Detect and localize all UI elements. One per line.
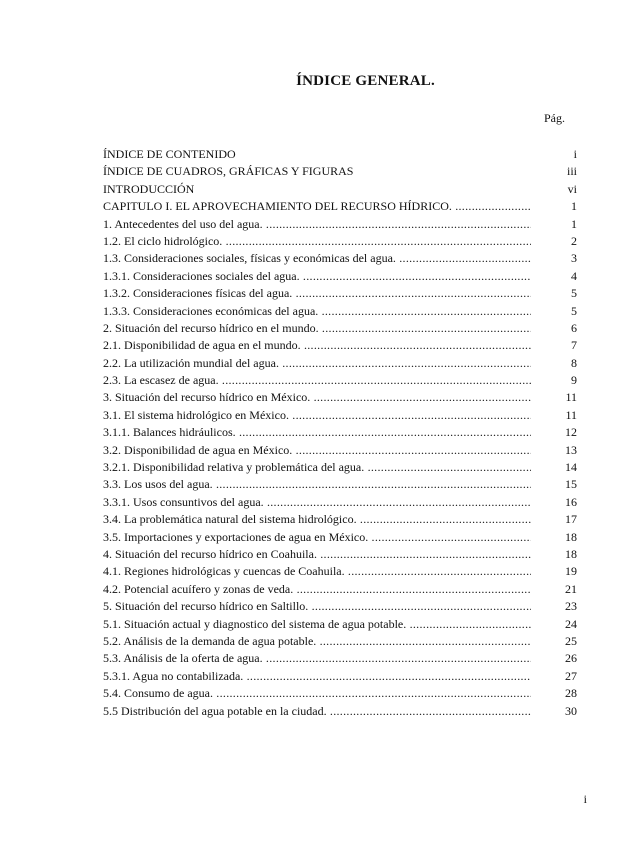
toc-entry-label-container <box>103 442 531 459</box>
toc-entry-label-container <box>103 320 531 337</box>
page-column-label: Pág. <box>544 111 565 125</box>
toc-entry-label: 1.3. Consideraciones sociales, físicas y económicas del agua. ..... <box>103 251 531 265</box>
toc-entry-label-container <box>103 303 531 320</box>
toc-entry-label: 5.5 Distribución del agua potable en la ciudad. ..... <box>103 704 531 718</box>
toc-entry-label-container <box>103 389 531 406</box>
toc-entry <box>103 181 577 198</box>
toc-entry-label-container <box>103 372 531 389</box>
toc-entry-label: 4.1. Regiones hidrológicas y cuencas de Coahuila. ..... <box>103 564 531 578</box>
toc-entry-label: 3.5. Importaciones y exportaciones de agua en México. ..... <box>103 530 531 544</box>
toc-entry-page: 27 <box>565 668 577 683</box>
toc-entry-label-container <box>103 703 531 720</box>
toc-entry-label-container <box>103 181 531 198</box>
toc-entry-label-container <box>103 598 531 615</box>
toc-entry-label: 3.2.1. Disponibilidad relativa y problemática del agua. ..... <box>103 460 531 474</box>
toc-entry <box>103 389 577 406</box>
toc-entry-label-container <box>103 424 531 441</box>
toc-entry <box>103 198 577 215</box>
toc-entry-label: 3.1.1. Balances hidráulicos. ..... <box>103 425 531 439</box>
toc-entry-page: 5 <box>571 286 577 301</box>
toc-entry-label: CAPITULO I. EL APROVECHAMIENTO DEL RECURSO HÍDRICO. ..... <box>103 199 531 213</box>
toc-entry <box>103 424 577 441</box>
toc-entry-page: 26 <box>565 651 577 666</box>
toc-entry-label-container <box>103 337 531 354</box>
toc-entry <box>103 494 577 511</box>
toc-entry-label: 2. Situación del recurso hídrico en el mundo. ..... <box>103 321 531 335</box>
document-title: ÍNDICE GENERAL. <box>296 73 435 89</box>
toc-entry <box>103 250 577 267</box>
table-of-contents <box>103 146 577 720</box>
toc-entry-label: 1.3.2. Consideraciones físicas del agua. ..... <box>103 286 531 300</box>
toc-entry <box>103 355 577 372</box>
toc-entry <box>103 563 577 580</box>
toc-entry-label: 4. Situación del recurso hídrico en Coahuila. ..... <box>103 547 531 561</box>
toc-entry-label-container <box>103 268 531 285</box>
toc-entry-page: 28 <box>565 686 577 701</box>
toc-entry-label: 5.3.1. Agua no contabilizada. ..... <box>103 669 531 683</box>
toc-entry-label: 1.2. El ciclo hidrológico. ..... <box>103 234 531 248</box>
toc-entry-page: 9 <box>571 373 577 388</box>
toc-entry-label: 2.3. La escasez de agua. ..... <box>103 373 531 387</box>
toc-entry-page: 21 <box>565 581 577 596</box>
toc-entry-page: 8 <box>571 355 577 370</box>
toc-entry-label-container <box>103 529 531 546</box>
toc-entry-page: 17 <box>565 512 577 527</box>
toc-entry-label-container <box>103 407 531 424</box>
toc-entry-page: 30 <box>565 703 577 718</box>
toc-entry <box>103 476 577 493</box>
toc-entry-label-container <box>103 494 531 511</box>
toc-entry-page: 6 <box>571 320 577 335</box>
toc-entry <box>103 320 577 337</box>
footer-page-number: i <box>583 792 587 806</box>
toc-entry-page: 13 <box>565 442 577 457</box>
toc-entry <box>103 163 577 180</box>
toc-entry-label-container <box>103 616 531 633</box>
toc-entry-page: 4 <box>571 268 577 283</box>
toc-entry-page: 11 <box>565 390 577 405</box>
toc-entry-label: INTRODUCCIÓN <box>103 181 195 196</box>
toc-entry-page: 16 <box>565 494 577 509</box>
toc-entry-label-container <box>103 581 531 598</box>
toc-entry-label-container <box>103 146 531 163</box>
toc-entry <box>103 703 577 720</box>
toc-entry-page: vi <box>567 181 577 196</box>
toc-entry-page: 23 <box>565 599 577 614</box>
toc-entry-label-container <box>103 285 531 302</box>
toc-entry-label-container <box>103 163 531 180</box>
toc-entry <box>103 303 577 320</box>
toc-entry-label-container <box>103 563 531 580</box>
toc-entry-label-container <box>103 511 531 528</box>
toc-entry-page: 5 <box>571 303 577 318</box>
toc-entry <box>103 372 577 389</box>
toc-entry-label: 3.3. Los usos del agua. ..... <box>103 477 531 491</box>
toc-entry <box>103 233 577 250</box>
toc-entry <box>103 598 577 615</box>
toc-entry-page: iii <box>566 164 577 179</box>
toc-entry <box>103 650 577 667</box>
toc-entry-label: 2.2. La utilización mundial del agua. ..... <box>103 356 531 370</box>
toc-entry-page: 25 <box>565 633 577 648</box>
toc-entry-label: 3. Situación del recurso hídrico en México. ..... <box>103 390 531 404</box>
toc-entry-label: 5.4. Consumo de agua. ..... <box>103 686 531 700</box>
toc-entry-label: 3.4. La problemática natural del sistema hidrológico. ..... <box>103 512 531 526</box>
toc-entry-label-container <box>103 685 531 702</box>
toc-entry-page: 18 <box>565 546 577 561</box>
toc-entry-page: 15 <box>565 477 577 492</box>
toc-entry <box>103 407 577 424</box>
toc-entry <box>103 511 577 528</box>
toc-entry <box>103 216 577 233</box>
toc-entry <box>103 546 577 563</box>
toc-entry-label-container <box>103 650 531 667</box>
toc-entry <box>103 459 577 476</box>
toc-entry-label-container <box>103 250 531 267</box>
toc-entry-page: 3 <box>571 251 577 266</box>
toc-entry-label: 3.1. El sistema hidrológico en México. ..... <box>103 408 531 422</box>
toc-entry-label: ÍNDICE DE CONTENIDO <box>103 147 236 161</box>
toc-entry-label-container <box>103 633 531 650</box>
toc-entry <box>103 633 577 650</box>
toc-entry-page: 14 <box>565 460 577 475</box>
toc-entry-label: 1.3.1. Consideraciones sociales del agua. ..... <box>103 269 531 283</box>
toc-entry-page: 18 <box>565 529 577 544</box>
toc-entry-label: 1.3.3. Consideraciones económicas del agua. ..... <box>103 304 531 318</box>
toc-entry <box>103 268 577 285</box>
toc-entry-label-container <box>103 476 531 493</box>
toc-entry-page: 11 <box>565 407 577 422</box>
toc-entry-page: i <box>573 147 577 161</box>
toc-entry-label: 5.1. Situación actual y diagnostico del sistema de agua potable. ..... <box>103 617 531 631</box>
toc-entry-label-container <box>103 546 531 563</box>
toc-entry <box>103 685 577 702</box>
toc-entry-page: 24 <box>565 616 577 631</box>
toc-entry-page: 1 <box>571 199 577 214</box>
toc-entry-label: 2.1. Disponibilidad de agua en el mundo. ..... <box>103 338 531 352</box>
toc-entry-page: 19 <box>565 564 577 579</box>
toc-entry <box>103 581 577 598</box>
toc-entry-page: 2 <box>571 233 577 248</box>
toc-entry-page: 7 <box>571 338 577 353</box>
toc-entry-label-container <box>103 233 531 250</box>
toc-entry <box>103 616 577 633</box>
toc-entry-page: 1 <box>571 216 577 231</box>
toc-entry-label: 4.2. Potencial acuífero y zonas de veda. ..... <box>103 582 531 596</box>
toc-entry-label-container <box>103 216 531 233</box>
toc-entry-label: 3.3.1. Usos consuntivos del agua. ..... <box>103 495 531 509</box>
toc-entry-label: 1. Antecedentes del uso del agua. ..... <box>103 217 531 231</box>
toc-entry-page: 12 <box>565 425 577 440</box>
toc-entry-label-container <box>103 355 531 372</box>
toc-entry-label: 5.2. Análisis de la demanda de agua potable. ..... <box>103 634 531 648</box>
toc-entry-label: 5.3. Análisis de la oferta de agua. ..... <box>103 651 531 665</box>
toc-entry <box>103 146 577 163</box>
toc-entry-label: 5. Situación del recurso hídrico en Saltillo. ..... <box>103 599 531 613</box>
toc-entry <box>103 529 577 546</box>
toc-entry-label: ÍNDICE DE CUADROS, GRÁFICAS Y FIGURAS <box>103 164 354 179</box>
toc-entry-label-container <box>103 198 531 215</box>
toc-entry <box>103 285 577 302</box>
toc-entry-label-container <box>103 459 531 476</box>
toc-entry <box>103 337 577 354</box>
toc-entry-label: 3.2. Disponibilidad de agua en México. ..... <box>103 443 531 457</box>
toc-entry-label-container <box>103 668 531 685</box>
toc-entry <box>103 668 577 685</box>
toc-entry <box>103 442 577 459</box>
